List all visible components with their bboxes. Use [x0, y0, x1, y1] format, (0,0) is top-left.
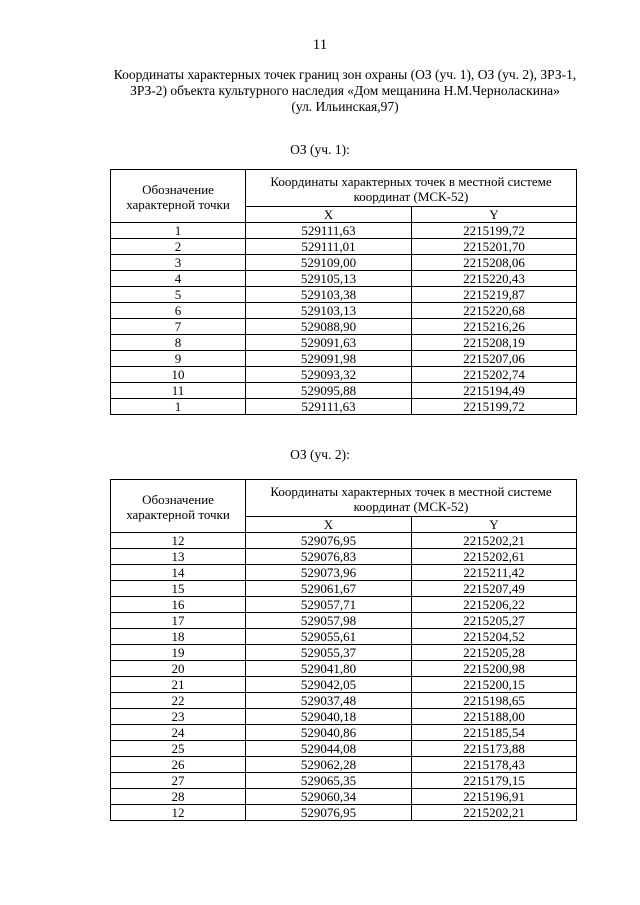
x-coordinate-cell: 529103,38 — [246, 287, 412, 303]
table-row — [111, 693, 577, 709]
point-number-cell: 13 — [111, 549, 246, 565]
point-number-cell: 21 — [111, 677, 246, 693]
table-row — [111, 581, 577, 597]
point-number-cell: 6 — [111, 303, 246, 319]
x-coordinate-cell: 529111,63 — [246, 223, 412, 239]
y-coordinate-cell: 2215199,72 — [412, 399, 577, 415]
x-coordinate-cell: 529076,95 — [246, 533, 412, 549]
point-number-cell: 24 — [111, 725, 246, 741]
y-coordinate-cell: 2215179,15 — [412, 773, 577, 789]
table-row — [111, 319, 577, 335]
x-coordinate-cell: 529062,28 — [246, 757, 412, 773]
y-coordinate-cell: 2215200,98 — [412, 661, 577, 677]
table-row — [111, 709, 577, 725]
point-number-cell: 26 — [111, 757, 246, 773]
point-number-cell: 18 — [111, 629, 246, 645]
x-coordinate-cell: 529105,13 — [246, 271, 412, 287]
y-coordinate-cell: 2215208,06 — [412, 255, 577, 271]
title-line-2: ЗРЗ-2) объекта культурного наследия «Дом мещанина Н.М.Черноласкина» — [130, 83, 560, 98]
page-number: 11 — [312, 37, 328, 53]
header-x: X — [246, 207, 412, 223]
x-coordinate-cell: 529040,86 — [246, 725, 412, 741]
table-row — [111, 383, 577, 399]
table-row — [111, 805, 577, 821]
y-coordinate-cell: 2215206,22 — [412, 597, 577, 613]
y-coordinate-cell: 2215207,49 — [412, 581, 577, 597]
point-number-cell: 2 — [111, 239, 246, 255]
y-coordinate-cell: 2215185,54 — [412, 725, 577, 741]
x-coordinate-cell: 529088,90 — [246, 319, 412, 335]
point-number-cell: 1 — [111, 399, 246, 415]
point-number-cell: 4 — [111, 271, 246, 287]
x-coordinate-cell: 529093,32 — [246, 367, 412, 383]
x-coordinate-cell: 529073,96 — [246, 565, 412, 581]
table-row — [111, 677, 577, 693]
y-coordinate-cell: 2215196,91 — [412, 789, 577, 805]
x-coordinate-cell: 529065,35 — [246, 773, 412, 789]
x-coordinate-cell: 529055,61 — [246, 629, 412, 645]
table-row — [111, 789, 577, 805]
x-coordinate-cell: 529111,01 — [246, 239, 412, 255]
header-y: Y — [412, 517, 577, 533]
point-number-cell: 5 — [111, 287, 246, 303]
table-row — [111, 613, 577, 629]
table-row — [111, 533, 577, 549]
table-row — [111, 757, 577, 773]
header-y: Y — [412, 207, 577, 223]
y-coordinate-cell: 2215220,68 — [412, 303, 577, 319]
point-number-cell: 20 — [111, 661, 246, 677]
section-title-2: ОЗ (уч. 2): — [290, 447, 350, 462]
table-row — [111, 271, 577, 287]
table-row — [111, 645, 577, 661]
x-coordinate-cell: 529091,98 — [246, 351, 412, 367]
x-coordinate-cell: 529109,00 — [246, 255, 412, 271]
point-number-cell: 27 — [111, 773, 246, 789]
title-line-3: (ул. Ильинская,97) — [291, 99, 399, 114]
x-coordinate-cell: 529057,71 — [246, 597, 412, 613]
point-number-cell: 3 — [111, 255, 246, 271]
table-row — [111, 549, 577, 565]
document-title — [110, 67, 580, 115]
table-row — [111, 773, 577, 789]
y-coordinate-cell: 2215199,72 — [412, 223, 577, 239]
table-body — [111, 533, 577, 821]
y-coordinate-cell: 2215178,43 — [412, 757, 577, 773]
table-body — [111, 223, 577, 415]
y-coordinate-cell: 2215200,15 — [412, 677, 577, 693]
header-x: X — [246, 517, 412, 533]
table-row — [111, 629, 577, 645]
table-row — [111, 661, 577, 677]
y-coordinate-cell: 2215216,26 — [412, 319, 577, 335]
point-number-cell: 23 — [111, 709, 246, 725]
point-number-cell: 17 — [111, 613, 246, 629]
y-coordinate-cell: 2215202,74 — [412, 367, 577, 383]
point-number-cell: 15 — [111, 581, 246, 597]
point-number-cell: 14 — [111, 565, 246, 581]
x-coordinate-cell: 529037,48 — [246, 693, 412, 709]
x-coordinate-cell: 529103,13 — [246, 303, 412, 319]
table-row — [111, 239, 577, 255]
x-coordinate-cell: 529111,63 — [246, 399, 412, 415]
table-row — [111, 367, 577, 383]
x-coordinate-cell: 529061,67 — [246, 581, 412, 597]
y-coordinate-cell: 2215173,88 — [412, 741, 577, 757]
point-number-cell: 28 — [111, 789, 246, 805]
point-number-cell: 12 — [111, 533, 246, 549]
point-number-cell: 9 — [111, 351, 246, 367]
x-coordinate-cell: 529076,95 — [246, 805, 412, 821]
y-coordinate-cell: 2215205,27 — [412, 613, 577, 629]
x-coordinate-cell: 529041,80 — [246, 661, 412, 677]
point-number-cell: 22 — [111, 693, 246, 709]
section-title-1: ОЗ (уч. 1): — [290, 142, 350, 157]
x-coordinate-cell: 529040,18 — [246, 709, 412, 725]
x-coordinate-cell: 529057,98 — [246, 613, 412, 629]
header-point: Обозначение характерной точки — [111, 170, 246, 223]
point-number-cell: 19 — [111, 645, 246, 661]
y-coordinate-cell: 2215194,49 — [412, 383, 577, 399]
x-coordinate-cell: 529042,05 — [246, 677, 412, 693]
point-number-cell: 25 — [111, 741, 246, 757]
point-number-cell: 1 — [111, 223, 246, 239]
y-coordinate-cell: 2215202,21 — [412, 533, 577, 549]
y-coordinate-cell: 2215201,70 — [412, 239, 577, 255]
table-row — [111, 335, 577, 351]
y-coordinate-cell: 2215202,61 — [412, 549, 577, 565]
point-number-cell: 11 — [111, 383, 246, 399]
point-number-cell: 10 — [111, 367, 246, 383]
y-coordinate-cell: 2215198,65 — [412, 693, 577, 709]
y-coordinate-cell: 2215220,43 — [412, 271, 577, 287]
table-row — [111, 303, 577, 319]
coordinates-table-1 — [110, 169, 577, 415]
y-coordinate-cell: 2215208,19 — [412, 335, 577, 351]
x-coordinate-cell: 529076,83 — [246, 549, 412, 565]
x-coordinate-cell: 529095,88 — [246, 383, 412, 399]
header-point: Обозначение характерной точки — [111, 480, 246, 533]
title-line-1: Координаты характерных точек границ зон охраны (ОЗ (уч. 1), ОЗ (уч. 2), ЗРЗ-1, — [113, 67, 577, 82]
header-coords: Координаты характерных точек в местной системе координат (МСК-52) — [246, 170, 577, 207]
header-coords: Координаты характерных точек в местной системе координат (МСК-52) — [246, 480, 577, 517]
y-coordinate-cell: 2215211,42 — [412, 565, 577, 581]
point-number-cell: 16 — [111, 597, 246, 613]
table-row — [111, 725, 577, 741]
table-row — [111, 597, 577, 613]
y-coordinate-cell: 2215207,06 — [412, 351, 577, 367]
point-number-cell: 7 — [111, 319, 246, 335]
coordinates-table-2 — [110, 479, 577, 821]
table-row — [111, 287, 577, 303]
table-row — [111, 399, 577, 415]
x-coordinate-cell: 529055,37 — [246, 645, 412, 661]
table-row — [111, 565, 577, 581]
table-row — [111, 255, 577, 271]
y-coordinate-cell: 2215188,00 — [412, 709, 577, 725]
table-row — [111, 351, 577, 367]
point-number-cell: 12 — [111, 805, 246, 821]
table-row — [111, 741, 577, 757]
y-coordinate-cell: 2215219,87 — [412, 287, 577, 303]
y-coordinate-cell: 2215202,21 — [412, 805, 577, 821]
x-coordinate-cell: 529044,08 — [246, 741, 412, 757]
x-coordinate-cell: 529060,34 — [246, 789, 412, 805]
point-number-cell: 8 — [111, 335, 246, 351]
x-coordinate-cell: 529091,63 — [246, 335, 412, 351]
y-coordinate-cell: 2215205,28 — [412, 645, 577, 661]
y-coordinate-cell: 2215204,52 — [412, 629, 577, 645]
table-row — [111, 223, 577, 239]
